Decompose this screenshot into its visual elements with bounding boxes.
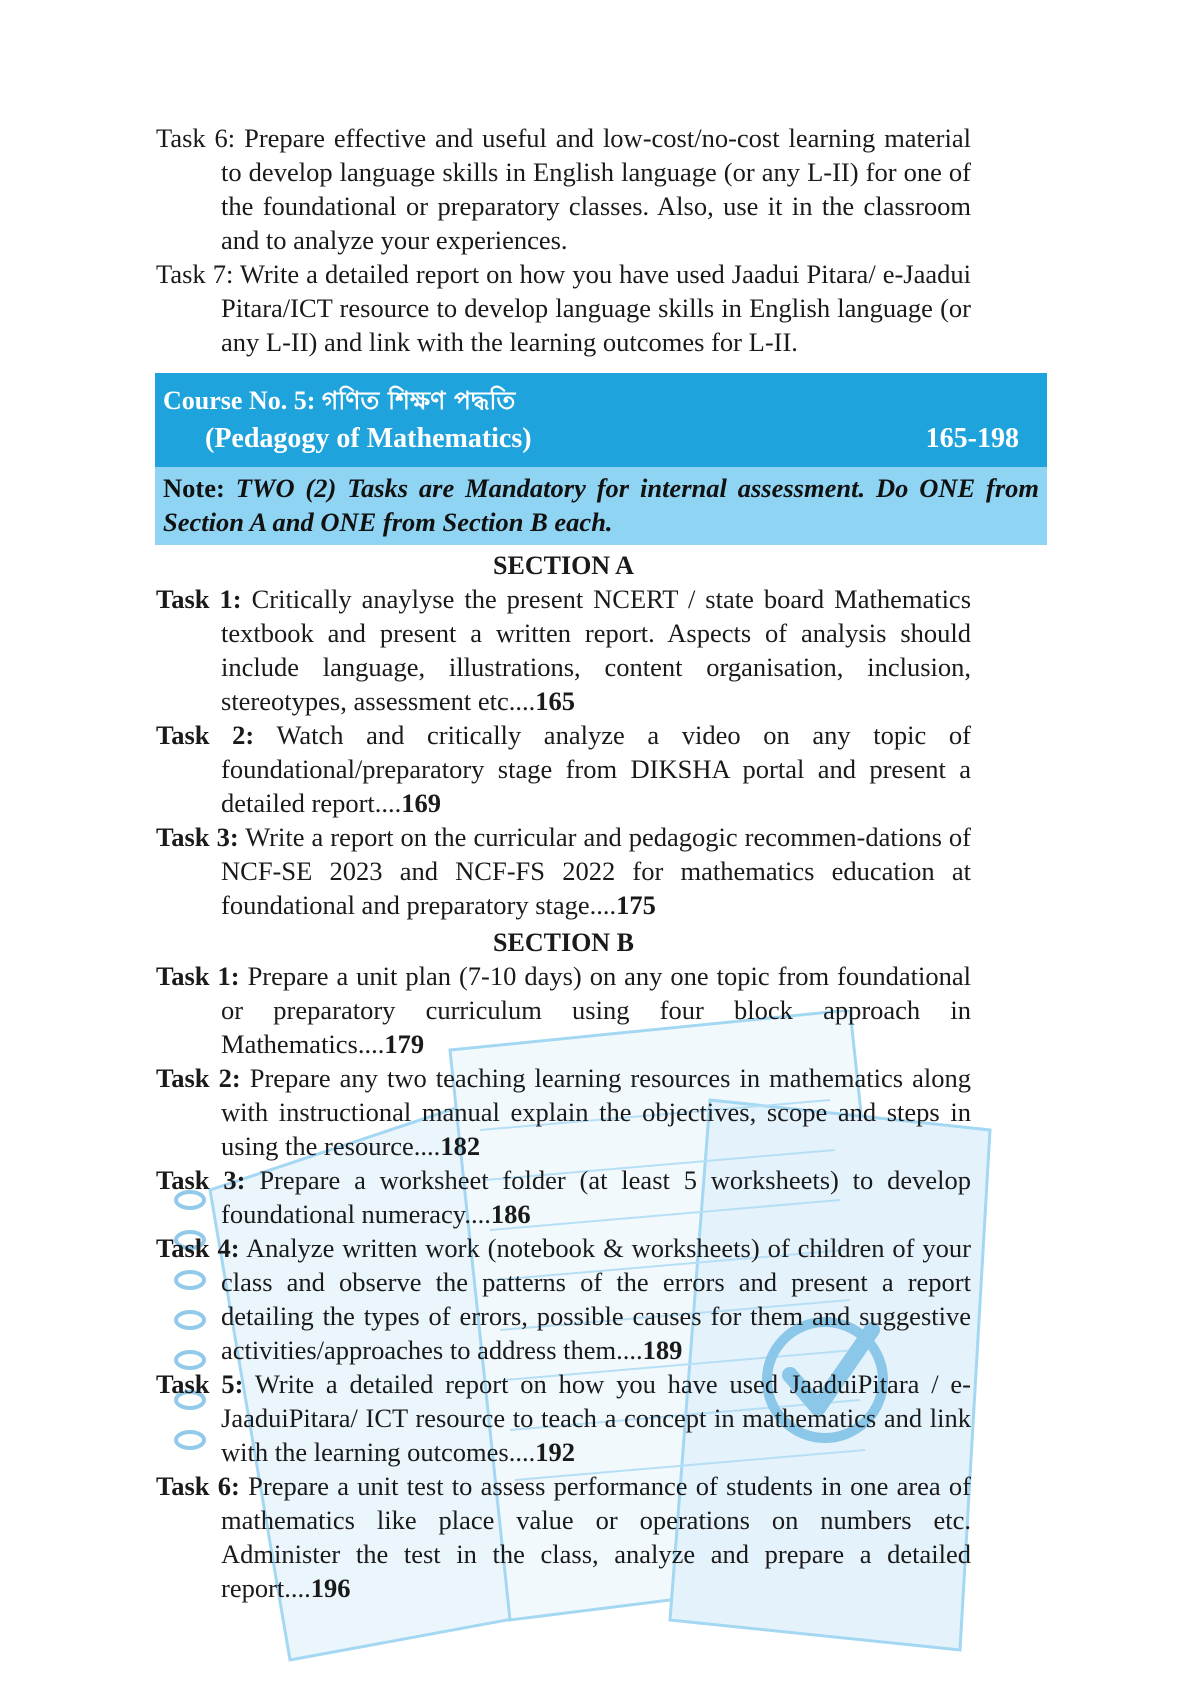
list-item bbox=[156, 1061, 971, 1163]
task-page-number: 175 bbox=[616, 890, 656, 920]
task-label: Task 4: bbox=[156, 1233, 240, 1263]
course-title-english: (Pedagogy of Mathematics) bbox=[205, 423, 532, 454]
section-b-task-list bbox=[156, 959, 971, 1605]
task-label: Task 1: bbox=[156, 961, 240, 991]
list-item bbox=[156, 718, 971, 820]
task-page-number: 169 bbox=[401, 788, 442, 818]
list-item bbox=[156, 1231, 971, 1367]
section-a-heading: SECTION A bbox=[493, 551, 634, 580]
task-page-number: 182 bbox=[440, 1131, 481, 1161]
task-page-number: 186 bbox=[490, 1199, 531, 1229]
list-item bbox=[156, 1163, 971, 1231]
assessment-note bbox=[155, 467, 1047, 545]
section-b-heading: SECTION B bbox=[493, 928, 634, 957]
task-text: Prepare a worksheet folder (at least 5 worksheets) to develop foundational numeracy.... bbox=[221, 1165, 972, 1229]
task-label: Task 6: bbox=[156, 1471, 240, 1501]
course-title-bengali: গণিত শিক্ষণ পদ্ধতি bbox=[321, 386, 516, 415]
task-page-number: 189 bbox=[642, 1335, 683, 1365]
page-content bbox=[156, 121, 1040, 1605]
list-item bbox=[156, 959, 971, 1061]
task-text: Write a detailed report on how you have used JaaduiPitara / e-JaaduiPitara/ ICT resource to teach a concept in mathematics and link with the learning outcomes.... bbox=[221, 1369, 972, 1467]
list-item bbox=[156, 820, 971, 922]
list-item bbox=[156, 1367, 971, 1469]
task-page-number: 165 bbox=[535, 686, 575, 716]
task-label: Task 3: bbox=[156, 1165, 246, 1195]
course-number-label: Course No. 5: bbox=[163, 386, 316, 415]
task-text: Prepare any two teaching learning resources in mathematics along with instructional manual explain the objectives, scope and steps in using the resource.... bbox=[221, 1063, 971, 1161]
list-item bbox=[156, 1469, 971, 1605]
task-page-number: 192 bbox=[535, 1437, 575, 1467]
task-text: Prepare a unit test to assess performance of students in one area of mathematics like place value or operations on numbers etc. Administer the test in the class, analyze and prepare a detailed report.... bbox=[221, 1471, 972, 1603]
task-label: Task 6: bbox=[156, 123, 236, 153]
task-page-number: 196 bbox=[310, 1573, 351, 1603]
previous-task-list bbox=[156, 121, 971, 359]
task-label: Task 7: bbox=[156, 259, 234, 289]
previous-task-6 bbox=[156, 121, 971, 257]
note-text: TWO (2) Tasks are Mandatory for internal assessment. Do ONE from Section A and ONE from Section B each. bbox=[163, 473, 1040, 537]
task-page-number: 179 bbox=[384, 1029, 425, 1059]
task-text: Critically anaylyse the present NCERT / state board Mathematics textbook and present a written report. Aspects of analysis should include language, illustrations, content organisation, inclusion, stereotypes, assessment etc.... bbox=[221, 584, 972, 716]
task-text: Analyze written work (notebook & worksheets) of children of your class and observe the patterns of the errors and present a report detailing the types of errors, possible causes for them and suggestive activities/approaches to address them.... bbox=[221, 1233, 971, 1365]
task-label: Task 5: bbox=[156, 1369, 244, 1399]
section-a-task-list bbox=[156, 582, 971, 922]
task-text: Prepare effective and useful and low-cost/no-cost learning material to develop language skills in English language (or any L-II) for one of the foundational or preparatory classes. Also, use it in the classroom and to analyze your experiences. bbox=[221, 123, 971, 255]
task-label: Task 3: bbox=[156, 822, 239, 852]
course-page-range: 165-198 bbox=[925, 423, 1019, 454]
task-text: Write a detailed report on how you have used Jaadui Pitara/ e-Jaadui Pitara/ICT resource to develop language skills in English language (or any L-II) and link with the learning outcomes for L-II. bbox=[221, 259, 971, 357]
task-label: Task 2: bbox=[156, 1063, 241, 1093]
task-label: Task 2: bbox=[156, 720, 255, 750]
previous-task-7 bbox=[156, 257, 971, 359]
task-text: Prepare a unit plan (7-10 days) on any one topic from foundational or preparatory curriculum using four block approach in Mathematics.... bbox=[221, 961, 971, 1059]
note-label: Note: bbox=[163, 473, 225, 503]
task-text: Write a report on the curricular and pedagogic recommen-dations of NCF-SE 2023 and NCF-FS 2022 for mathematics education at foundational and preparatory stage.... bbox=[221, 822, 971, 920]
task-text: Watch and critically analyze a video on any topic of foundational/preparatory stage from DIKSHA portal and present a detailed report.... bbox=[221, 720, 971, 818]
list-item bbox=[156, 582, 971, 718]
course-banner bbox=[155, 373, 1047, 467]
task-label: Task 1: bbox=[156, 584, 242, 614]
